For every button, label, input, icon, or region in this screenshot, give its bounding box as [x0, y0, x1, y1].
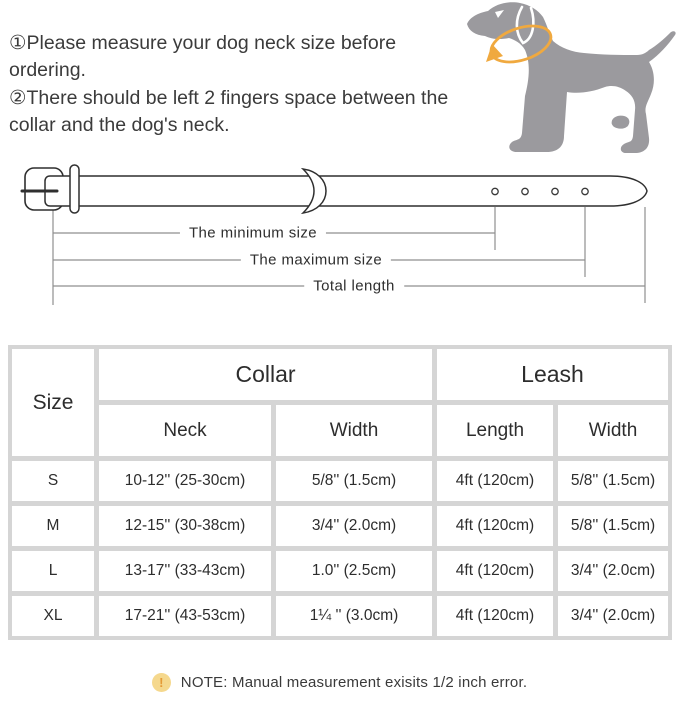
row-s-collar-width: 5/8'' (1.5cm)	[276, 461, 432, 501]
total-length-label: Total length	[304, 278, 404, 295]
row-m-size: M	[12, 506, 94, 546]
size-table	[8, 345, 672, 640]
row-m-leash-width: 5/8'' (1.5cm)	[558, 506, 668, 546]
header-size: Size	[12, 349, 94, 456]
note-text: NOTE: Manual measurement exisits 1/2 inch error.	[180, 673, 528, 691]
keeper-loop	[70, 165, 79, 213]
row-m-leash-length: 4ft (120cm)	[437, 506, 553, 546]
row-s-leash-length: 4ft (120cm)	[437, 461, 553, 501]
row-m-collar-width: 3/4'' (2.0cm)	[276, 506, 432, 546]
header-leash-width: Width	[558, 405, 668, 456]
row-l-collar-width: 1.0'' (2.5cm)	[276, 551, 432, 591]
dog-far-rear-paw	[611, 115, 630, 130]
instruction-line-2: ②There should be left 2 fingers space between the collar and the dog's neck.	[9, 87, 449, 136]
row-l-size: L	[12, 551, 94, 591]
instructions	[9, 30, 461, 140]
row-m-neck: 12-15'' (30-38cm)	[99, 506, 271, 546]
row-s-neck: 10-12'' (25-30cm)	[99, 461, 271, 501]
row-l-neck: 13-17'' (33-43cm)	[99, 551, 271, 591]
note-row	[0, 669, 679, 695]
header-collar-width: Width	[276, 405, 432, 456]
row-l-leash-length: 4ft (120cm)	[437, 551, 553, 591]
dog-illustration	[445, 0, 679, 162]
minimum-size-label: The minimum size	[180, 225, 326, 242]
row-xl-leash-width: 3/4'' (2.0cm)	[558, 596, 668, 636]
instruction-line-1: ①Please measure your dog neck size before ordering.	[9, 32, 397, 81]
header-leash-length: Length	[437, 405, 553, 456]
row-xl-size: XL	[12, 596, 94, 636]
row-xl-collar-width: 1¼ '' (3.0cm)	[276, 596, 432, 636]
row-xl-neck: 17-21'' (43-53cm)	[99, 596, 271, 636]
header-collar: Collar	[99, 349, 432, 400]
header-leash: Leash	[437, 349, 668, 400]
dog-body	[467, 2, 676, 153]
dog-silhouette-svg	[445, 0, 679, 162]
collar-diagram	[0, 160, 679, 310]
maximum-size-label: The maximum size	[241, 252, 391, 269]
row-s-leash-width: 5/8'' (1.5cm)	[558, 461, 668, 501]
header-neck: Neck	[99, 405, 271, 456]
row-xl-leash-length: 4ft (120cm)	[437, 596, 553, 636]
exclamation-icon: !	[152, 673, 171, 692]
row-l-leash-width: 3/4'' (2.0cm)	[558, 551, 668, 591]
row-s-size: S	[12, 461, 94, 501]
